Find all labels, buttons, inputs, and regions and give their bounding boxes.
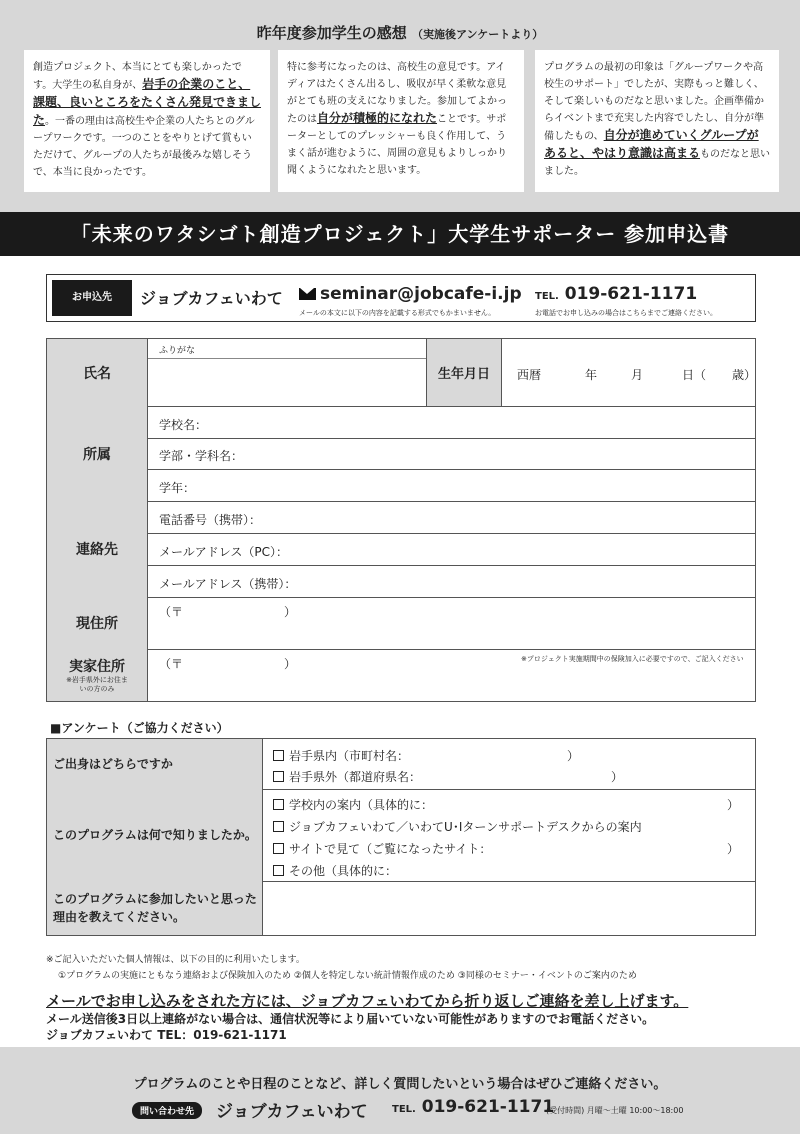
q2-close-3: ） bbox=[727, 842, 740, 856]
contact-email[interactable]: seminar@jobcafe-i.jp bbox=[320, 284, 522, 304]
birth-year: 年 bbox=[585, 368, 598, 382]
name-label: 氏名 bbox=[47, 339, 148, 406]
feedback-text: 特に参考になったのは、高校生の意見です。アイディアはたくさん出るし、吸収が早く柔軟な意見がとても班の支えになりました。参加してよかったのは bbox=[287, 62, 507, 125]
postal-close: ） bbox=[284, 605, 297, 619]
feedback-highlight: 自分が進めていくグループがあると、やはり意識は高まる bbox=[544, 128, 759, 160]
survey-table bbox=[46, 738, 756, 936]
affiliation-label: 所属 bbox=[47, 406, 148, 501]
feedback-title-text: 昨年度参加学生の感想 bbox=[256, 24, 407, 42]
feedback-card-1 bbox=[24, 50, 270, 192]
birth-age: 歳） bbox=[732, 368, 757, 382]
q2-option-site[interactable] bbox=[273, 840, 491, 857]
q1-close-2: ） bbox=[611, 770, 624, 784]
footer-tel-prefix: TEL. bbox=[392, 1104, 416, 1115]
checkbox-icon[interactable] bbox=[273, 771, 284, 782]
feedback-card-3 bbox=[535, 50, 779, 192]
survey-q2: このプログラムは何で知りましたか。 bbox=[47, 789, 263, 881]
tel-note: お電話でお申し込みの場合はこちらまでご連絡ください。 bbox=[535, 309, 717, 317]
checkbox-icon[interactable] bbox=[273, 750, 284, 761]
feedback-section bbox=[0, 0, 800, 212]
q1-close-1: ） bbox=[567, 749, 580, 763]
home-postal-open: （〒 bbox=[159, 657, 184, 671]
footer bbox=[0, 1047, 800, 1134]
feedback-subtitle: （実施後アンケートより） bbox=[411, 28, 544, 41]
postal-open: （〒 bbox=[159, 605, 184, 619]
home-address-label-text: 実家住所 bbox=[69, 659, 125, 675]
feedback-text: プログラムの最初の印象は「グループワークや高校生のサポート」でしたが、実際もっと難しく、そして楽しいものだなと思いました。企画準備からイベントまで充実した内容でしたし、自分が準備したもの、 bbox=[544, 62, 764, 142]
birth-day: 日（ bbox=[682, 368, 707, 382]
privacy-purposes: ①プログラムの実施にともなう連絡および保険加入のため ②個人を特定しない統計情報作成のため ③同様のセミナー・イベントのご案内のため bbox=[58, 971, 637, 981]
home-postal-close: ） bbox=[284, 657, 297, 671]
phone-field[interactable]: 電話番号（携帯）： bbox=[159, 513, 262, 527]
checkbox-icon[interactable] bbox=[273, 843, 284, 854]
faculty-field[interactable]: 学部・学科名： bbox=[159, 449, 244, 463]
q1-option-inside[interactable] bbox=[273, 747, 409, 764]
mail-icon bbox=[299, 288, 316, 300]
feedback-text: ものだなと思いました。 bbox=[544, 149, 771, 177]
footer-label: 問い合わせ先 bbox=[132, 1102, 202, 1119]
q1-option-outside[interactable] bbox=[273, 768, 421, 785]
birth-label: 生年月日 bbox=[426, 339, 502, 406]
feedback-card-2 bbox=[278, 50, 524, 192]
survey-heading: ■アンケート（ご協力ください） bbox=[50, 721, 229, 735]
email-mobile-field[interactable]: メールアドレス（携帯）： bbox=[159, 577, 297, 591]
address-label: 現住所 bbox=[47, 597, 148, 649]
reason-input[interactable] bbox=[269, 885, 749, 931]
name-input[interactable] bbox=[152, 363, 422, 401]
tel-number: 019-621-1171 bbox=[564, 284, 698, 304]
survey-q3: このプログラムに参加したいと思った理由を教えてください。 bbox=[47, 881, 263, 935]
tel-prefix: TEL. bbox=[535, 291, 559, 302]
furigana-label: ふりがな bbox=[159, 346, 196, 356]
option-label: 岩手県外（都道府県名： bbox=[289, 770, 422, 784]
q2-option-other[interactable] bbox=[273, 862, 397, 879]
option-label: 岩手県内（市町村名： bbox=[289, 749, 410, 763]
checkbox-icon[interactable] bbox=[273, 821, 284, 832]
application-form bbox=[46, 338, 756, 702]
birth-era: 西暦 bbox=[517, 368, 542, 382]
option-label: 学校内の案内（具体的に： bbox=[289, 798, 434, 812]
q2-close-1: ） bbox=[727, 798, 740, 812]
privacy-note: ※ご記入いただいた個人情報は、以下の目的に利用いたします。 bbox=[46, 955, 305, 965]
footer-message: プログラムのことや日程のことなど、詳しく質問したいという場合はぜひご連絡ください。 bbox=[133, 1077, 667, 1092]
feedback-highlight: 自分が積極的になれた bbox=[317, 111, 438, 125]
contact-tel bbox=[535, 284, 697, 304]
contact-label: お申込先 bbox=[52, 280, 132, 316]
footer-tel-number: 019-621-1171 bbox=[421, 1097, 555, 1117]
insurance-note: ※プロジェクト実施期間中の保険加入に必要ですので、ご記入ください bbox=[521, 655, 744, 663]
checkbox-icon[interactable] bbox=[273, 865, 284, 876]
footer-hours: (受付時間) 月曜～土曜 10:00～18:00 bbox=[546, 1106, 684, 1115]
grade-field[interactable]: 学年： bbox=[159, 481, 196, 495]
school-field[interactable]: 学校名： bbox=[159, 418, 208, 432]
email-reply-note: メールでお申し込みをされた方には、ジョブカフェいわてから折り返しご連絡を差し上げます。 bbox=[46, 992, 689, 1010]
feedback-text: 。一番の理由は高校生や企業の人たちとのグループワークです。一つのことをやりとげて賞もいただけて、グループの人たちが最後みな嬉しそうで、本当に良かったです。 bbox=[33, 116, 255, 178]
contact-name: ジョブカフェいわて bbox=[140, 289, 283, 308]
home-address-label bbox=[47, 649, 148, 701]
survey-q1: ご出身はどちらですか bbox=[47, 739, 263, 789]
footer-tel bbox=[392, 1097, 554, 1117]
home-address-note: ※岩手県外にお住まいの方のみ bbox=[66, 676, 128, 693]
footer-name: ジョブカフェいわて bbox=[216, 1102, 368, 1122]
email-note: メールの本文に以下の内容を記載する形式でもかまいません。 bbox=[299, 309, 496, 317]
birth-month: 月 bbox=[631, 368, 644, 382]
email-pc-field[interactable]: メールアドレス（PC）： bbox=[159, 545, 289, 559]
contact-info-label: 連絡先 bbox=[47, 501, 148, 597]
option-label: サイトで見て（ご覧になったサイト： bbox=[289, 842, 492, 856]
option-label: その他（具体的に： bbox=[289, 864, 398, 878]
checkbox-icon[interactable] bbox=[273, 799, 284, 810]
no-reply-note: メール送信後3日以上連絡がない場合は、通信状況等により届いていない可能性がありますのでお電話ください。 bbox=[46, 1012, 655, 1026]
feedback-text: 創造プロジェクト、本当にとても楽しかったです。大学生の私自身が、 bbox=[33, 62, 242, 91]
q2-option-school[interactable] bbox=[273, 796, 433, 813]
feedback-highlight: 岩手の企業のこと、課題、良いところをたくさん発見できました bbox=[33, 77, 262, 127]
form-title-banner: 「未来のワタシゴト創造プロジェクト」大学生サポーター 参加申込書 bbox=[0, 212, 800, 256]
contact-box bbox=[46, 274, 756, 322]
phone-note: ジョブカフェいわて TEL：019-621-1171 bbox=[46, 1028, 287, 1042]
feedback-text: ことです。サポーターとしてのプレッシャーも良く作用して、うまく話が進むように、周囲の意見もよりしっかり聞くようになれたと思います。 bbox=[287, 114, 507, 176]
feedback-title bbox=[0, 22, 800, 43]
option-label: ジョブカフェいわて／いわてU･Iターンサポートデスクからの案内 bbox=[289, 820, 642, 834]
q2-option-jobcafe[interactable] bbox=[273, 818, 642, 835]
